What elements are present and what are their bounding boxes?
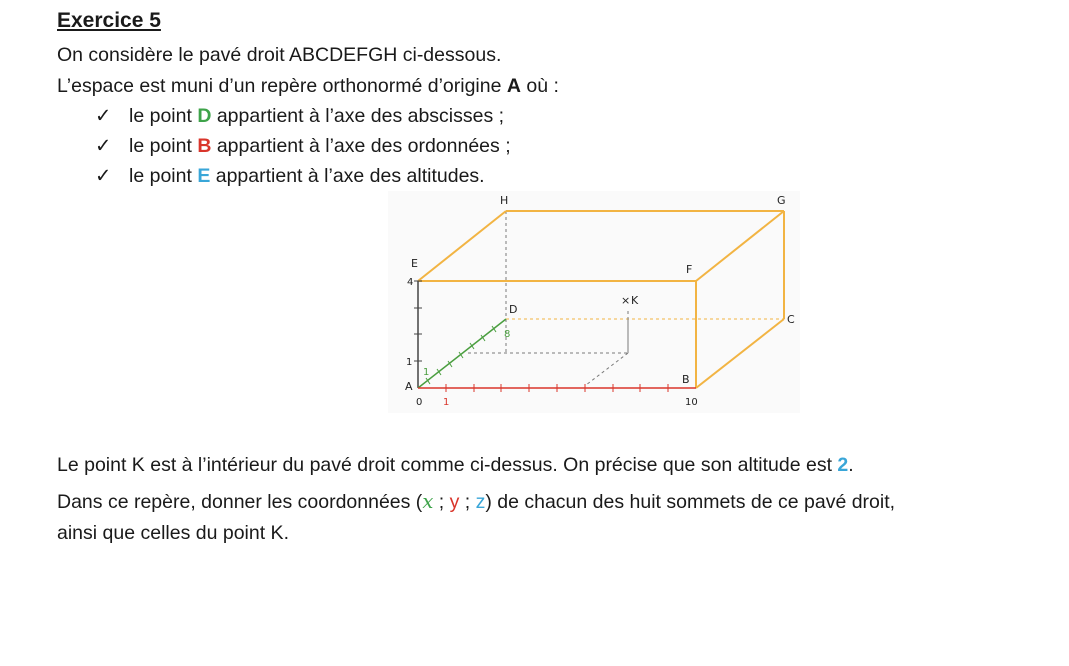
check-icon: ✓ [95,105,112,127]
label-y1: 1 [443,397,450,408]
space-suffix: où : [520,75,559,97]
k-statement-suffix: . [848,454,854,476]
k-statement-prefix: Le point K est à l’intérieur du pavé droit comme ci-dessus. On précise que son altitude est [57,454,838,476]
label-z1: 1 [406,357,413,368]
exercise-title: Exercice 5 [57,9,161,32]
k-mark: × [621,294,631,307]
bullet-b [95,134,511,158]
label-origin: 0 [416,397,423,408]
label-x8: 8 [504,329,511,340]
label-a: A [405,380,413,393]
label-f: F [686,263,693,276]
point-e-label: E [197,165,211,187]
check-icon: ✓ [95,165,112,187]
box-figure [388,191,800,413]
label-e: E [411,257,418,270]
question-prefix: Dans ce repère, donner les coordonnées ( [57,491,423,513]
intro-line: On considère le pavé droit ABCDEFGH ci-dessous. [57,44,502,66]
question-line-2: ainsi que celles du point K. [57,522,289,544]
figure-background [388,191,800,413]
point-b-label: B [197,135,212,157]
bullet-prefix: le point [129,165,198,187]
bullet-e [95,164,485,188]
sep2: ; [459,491,476,513]
label-z4: 4 [407,277,414,288]
label-k: K [631,294,639,307]
var-y: y [449,491,460,513]
question-suffix: ) de chacun des huit sommets de ce pavé droit, [485,491,896,513]
question-line [57,490,895,514]
bullet-suffix: appartient à l’axe des ordonnées ; [211,135,511,157]
label-y10: 10 [685,397,698,408]
bullet-suffix: appartient à l’axe des abscisses ; [211,105,505,127]
label-c: C [787,313,795,326]
var-x: x [422,490,434,513]
point-d-label: D [197,105,212,127]
k-statement [57,454,854,477]
check-icon: ✓ [95,135,112,157]
k-altitude: 2 [837,454,849,476]
var-z: z [475,491,486,513]
label-b: B [682,373,690,386]
label-d: D [509,303,518,316]
sep1: ; [433,491,450,513]
bullet-d [95,104,504,128]
space-line [57,75,559,98]
bullet-prefix: le point [129,105,198,127]
space-prefix: L’espace est muni d’un repère orthonormé d’origine [57,75,507,97]
bullet-prefix: le point [129,135,198,157]
label-h: H [500,194,509,207]
bullet-suffix: appartient à l’axe des altitudes. [210,165,485,187]
origin-point: A [506,75,521,97]
label-x1: 1 [423,367,430,378]
label-g: G [777,194,786,207]
